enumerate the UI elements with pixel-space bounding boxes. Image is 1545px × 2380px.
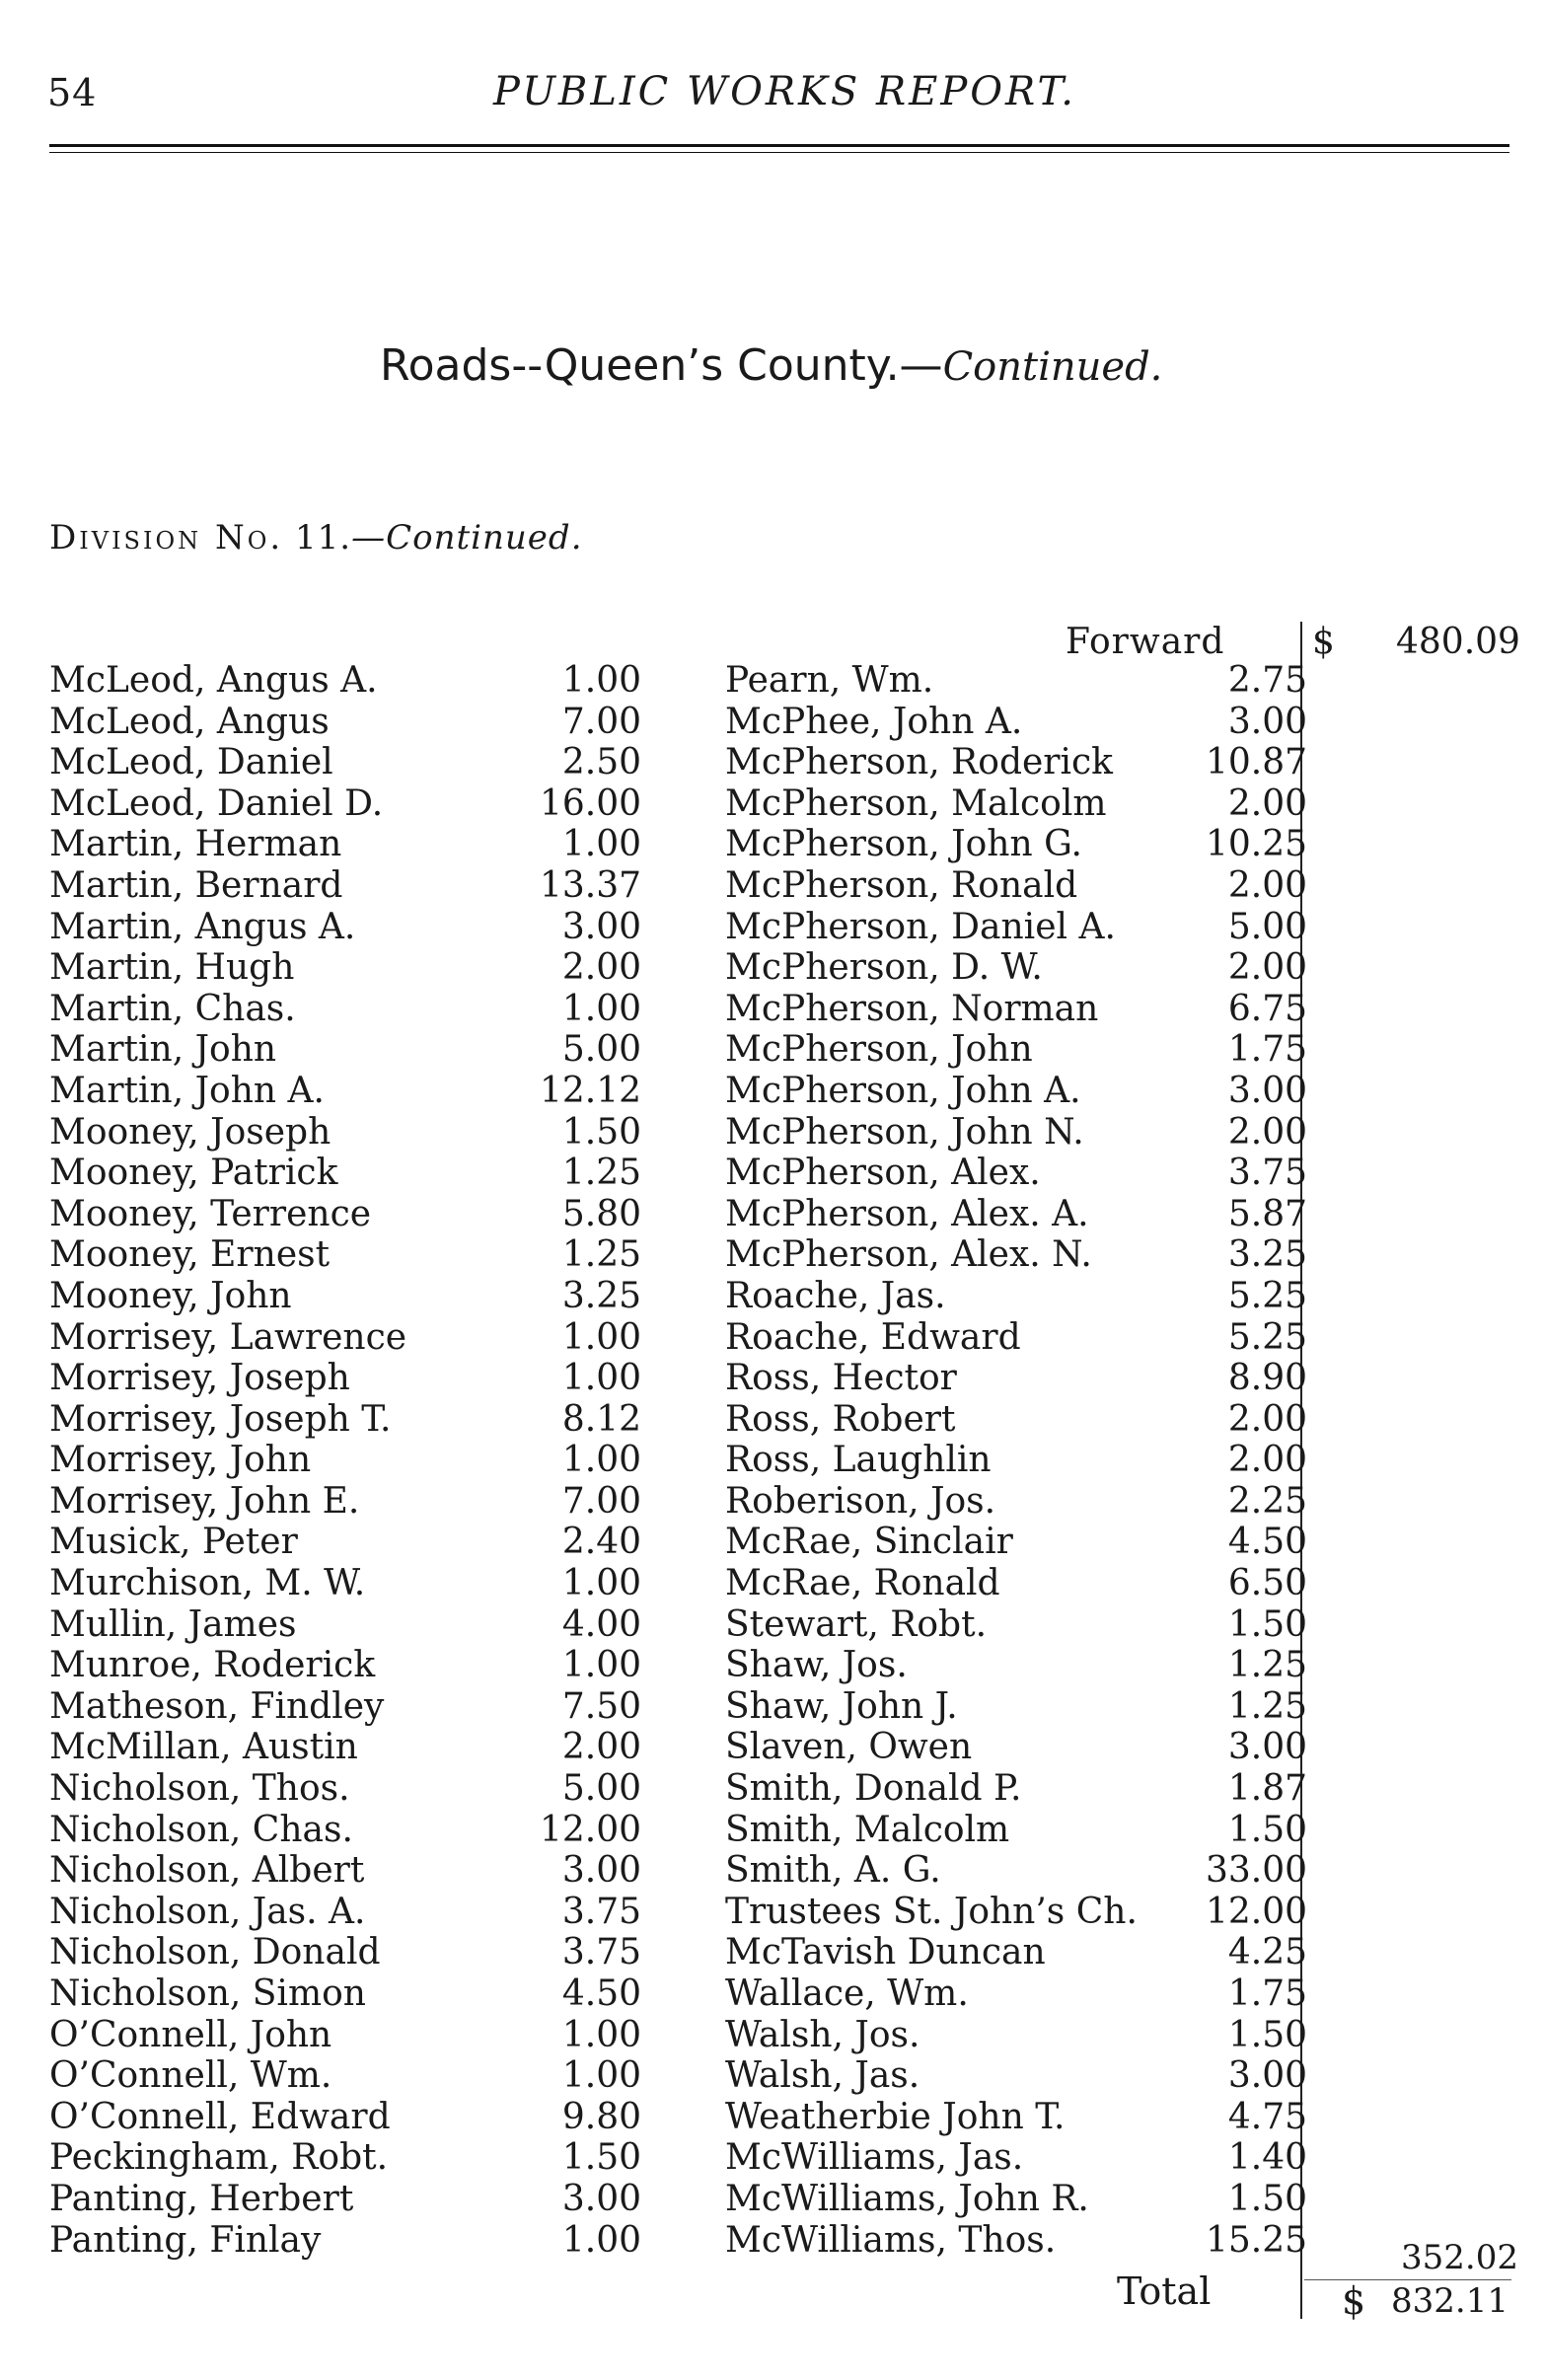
entry-name: Wallace, Wm. bbox=[725, 1973, 969, 2014]
entry-amount: 1.50 bbox=[561, 1111, 641, 1153]
forward-label: Forward bbox=[1066, 622, 1225, 662]
entry-name: McMillan, Austin bbox=[49, 1727, 358, 1768]
entry-name: McPherson, Alex. bbox=[725, 1153, 1041, 1194]
entry-row bbox=[49, 1810, 641, 1851]
entry-amount: 1.00 bbox=[561, 1316, 641, 1358]
entry-amount: 3.00 bbox=[561, 2178, 641, 2219]
entry-name: McPherson, John bbox=[725, 1029, 1033, 1071]
entry-name: Mooney, Ernest bbox=[49, 1234, 331, 1276]
entry-row bbox=[725, 2055, 1307, 2097]
entry-amount: 2.00 bbox=[561, 1727, 641, 1768]
entry-row bbox=[725, 1892, 1307, 1933]
entry-row bbox=[49, 1645, 641, 1686]
entry-row bbox=[725, 1522, 1307, 1563]
entry-row bbox=[725, 1850, 1307, 1892]
entry-row bbox=[725, 783, 1307, 825]
entry-amount: 8.12 bbox=[561, 1398, 641, 1440]
entry-name: McPherson, Malcolm bbox=[725, 782, 1107, 824]
entry-name: Nicholson, Donald bbox=[49, 1932, 381, 1973]
entry-name: Morrisey, Joseph T. bbox=[49, 1398, 392, 1440]
entry-row bbox=[725, 1973, 1307, 2015]
entry-name: McPhee, John A. bbox=[725, 701, 1023, 742]
entry-amount: 1.50 bbox=[1227, 2178, 1307, 2219]
entry-amount: 2.00 bbox=[1227, 1111, 1307, 1153]
entry-name: McRae, Ronald bbox=[725, 1563, 1000, 1604]
entry-name: Smith, Donald P. bbox=[725, 1768, 1022, 1810]
entry-row bbox=[49, 1153, 641, 1194]
entry-row bbox=[725, 824, 1307, 865]
entry-row bbox=[49, 1194, 641, 1235]
entry-name: Nicholson, Albert bbox=[49, 1850, 365, 1892]
entry-row bbox=[49, 865, 641, 907]
entry-row bbox=[49, 1563, 641, 1604]
entry-amount: 1.50 bbox=[1227, 1809, 1307, 1850]
entry-amount: 2.25 bbox=[1227, 1480, 1307, 1522]
entry-amount: 5.80 bbox=[561, 1193, 641, 1234]
entry-name: Mooney, Patrick bbox=[49, 1153, 338, 1194]
entry-name: Stewart, Robt. bbox=[725, 1603, 988, 1645]
entry-row bbox=[725, 865, 1307, 907]
entry-amount: 3.75 bbox=[1227, 1153, 1307, 1194]
entry-name: Mooney, Terrence bbox=[49, 1193, 372, 1234]
entry-amount: 1.00 bbox=[561, 2055, 641, 2097]
entry-amount: 1.75 bbox=[1227, 1973, 1307, 2014]
entry-name: McWilliams, Thos. bbox=[725, 2219, 1057, 2261]
entry-row bbox=[725, 2137, 1307, 2179]
entry-amount: 5.00 bbox=[1227, 906, 1307, 947]
entry-name: McPherson, Norman bbox=[725, 988, 1099, 1029]
entry-row bbox=[725, 1810, 1307, 1851]
division-heading bbox=[49, 518, 583, 558]
entry-name: McPherson, John N. bbox=[725, 1111, 1084, 1153]
entry-name: Martin, John bbox=[49, 1029, 277, 1071]
entry-name: McTavish Duncan bbox=[725, 1932, 1046, 1973]
entry-row bbox=[49, 907, 641, 948]
entry-row bbox=[725, 1645, 1307, 1686]
entry-name: Mullin, James bbox=[49, 1603, 297, 1645]
entry-amount: 5.87 bbox=[1227, 1193, 1307, 1234]
entry-name: Martin, John A. bbox=[49, 1070, 325, 1111]
entry-amount: 4.75 bbox=[1227, 2096, 1307, 2137]
entry-row bbox=[725, 1112, 1307, 1153]
header-rule-thick bbox=[49, 144, 1509, 147]
entry-row bbox=[49, 1932, 641, 1973]
entry-amount: 15.25 bbox=[1205, 2219, 1307, 2261]
section-title bbox=[380, 340, 1162, 391]
running-title: PUBLIC WORKS REPORT. bbox=[493, 69, 1076, 114]
entry-name: Shaw, Jos. bbox=[725, 1645, 908, 1686]
entry-name: Martin, Angus A. bbox=[49, 906, 356, 947]
entry-name: McLeod, Angus A. bbox=[49, 660, 378, 701]
entry-row bbox=[725, 1481, 1307, 1523]
entry-row bbox=[725, 947, 1307, 989]
entry-row bbox=[725, 1399, 1307, 1441]
entry-name: McPherson, Alex. A. bbox=[725, 1193, 1089, 1234]
entry-amount: 7.00 bbox=[561, 1480, 641, 1522]
entry-row bbox=[49, 1973, 641, 2015]
entry-row bbox=[49, 1276, 641, 1317]
entry-name: Murchison, M. W. bbox=[49, 1563, 366, 1604]
entry-amount: 1.00 bbox=[561, 1563, 641, 1604]
entry-name: Morrisey, John bbox=[49, 1440, 312, 1481]
entry-amount: 8.90 bbox=[1227, 1358, 1307, 1399]
entry-amount: 10.25 bbox=[1205, 824, 1307, 865]
entry-name: Nicholson, Thos. bbox=[49, 1768, 350, 1810]
entry-name: McPherson, Ronald bbox=[725, 864, 1078, 906]
entry-amount: 5.25 bbox=[1227, 1316, 1307, 1358]
entry-amount: 1.00 bbox=[561, 824, 641, 865]
entry-row bbox=[49, 2015, 641, 2056]
entry-row bbox=[725, 989, 1307, 1030]
entry-name: Mooney, John bbox=[49, 1275, 292, 1316]
entry-name: McLeod, Daniel bbox=[49, 742, 333, 783]
entry-name: Martin, Herman bbox=[49, 824, 342, 865]
entry-name: Smith, A. G. bbox=[725, 1850, 941, 1892]
entry-name: McPherson, Alex. N. bbox=[725, 1234, 1092, 1276]
entry-name: Trustees St. John’s Ch. bbox=[725, 1891, 1138, 1932]
entry-amount: 12.12 bbox=[539, 1070, 641, 1111]
entry-row bbox=[725, 1686, 1307, 1728]
entry-row bbox=[49, 1604, 641, 1646]
entry-row bbox=[49, 824, 641, 865]
entry-name: McWilliams, John R. bbox=[725, 2178, 1089, 2219]
entry-row bbox=[725, 1727, 1307, 1768]
entry-row bbox=[725, 1071, 1307, 1112]
entry-row bbox=[725, 907, 1307, 948]
entry-amount: 1.87 bbox=[1227, 1768, 1307, 1810]
entry-name: Martin, Hugh bbox=[49, 947, 295, 989]
entry-amount: 6.75 bbox=[1227, 988, 1307, 1029]
forward-dollar-sign: $ bbox=[1312, 622, 1335, 662]
entry-amount: 5.25 bbox=[1227, 1275, 1307, 1316]
entry-row bbox=[49, 1029, 641, 1071]
entry-name: Ross, Laughlin bbox=[725, 1440, 992, 1481]
entry-row bbox=[725, 1768, 1307, 1810]
entry-name: O’Connell, Edward bbox=[49, 2096, 391, 2137]
entry-row bbox=[49, 1112, 641, 1153]
entry-name: Weatherbie John T. bbox=[725, 2096, 1066, 2137]
entry-name: Panting, Finlay bbox=[49, 2219, 322, 2261]
entry-row bbox=[49, 702, 641, 743]
entry-name: Slaven, Owen bbox=[725, 1727, 973, 1768]
entry-amount: 2.00 bbox=[1227, 947, 1307, 989]
entry-row bbox=[49, 742, 641, 783]
entry-name: McLeod, Daniel D. bbox=[49, 782, 384, 824]
entry-amount: 1.00 bbox=[561, 1645, 641, 1686]
entry-name: Nicholson, Jas. A. bbox=[49, 1891, 366, 1932]
entry-amount: 3.00 bbox=[1227, 1727, 1307, 1768]
entry-amount: 3.00 bbox=[1227, 701, 1307, 742]
entry-name: Morrisey, Lawrence bbox=[49, 1316, 407, 1358]
entry-row bbox=[49, 947, 641, 989]
entry-row bbox=[725, 1317, 1307, 1359]
entry-amount: 1.00 bbox=[561, 1358, 641, 1399]
entry-name: McPherson, John A. bbox=[725, 1070, 1081, 1111]
entry-row bbox=[49, 989, 641, 1030]
entry-amount: 3.25 bbox=[561, 1275, 641, 1316]
entry-amount: 5.00 bbox=[561, 1029, 641, 1071]
division-number: 11. bbox=[295, 518, 352, 558]
entry-row bbox=[49, 1399, 641, 1441]
entry-amount: 3.00 bbox=[561, 906, 641, 947]
entry-name: O’Connell, John bbox=[49, 2014, 332, 2055]
entry-row bbox=[725, 1932, 1307, 1973]
entry-row bbox=[49, 1071, 641, 1112]
entry-amount: 2.00 bbox=[1227, 864, 1307, 906]
entry-row bbox=[725, 702, 1307, 743]
entry-name: Pearn, Wm. bbox=[725, 660, 934, 701]
entry-row bbox=[49, 2220, 641, 2262]
forward-amount: 480.09 bbox=[1396, 622, 1520, 662]
entry-row bbox=[725, 1029, 1307, 1071]
entry-name: McLeod, Angus bbox=[49, 701, 330, 742]
entry-row bbox=[725, 1440, 1307, 1481]
division-continued: —Continued. bbox=[351, 518, 583, 558]
entry-amount: 3.75 bbox=[561, 1932, 641, 1973]
entry-row bbox=[49, 1481, 641, 1523]
total-rule bbox=[1304, 2279, 1511, 2280]
entry-row bbox=[49, 783, 641, 825]
entry-name: Morrisey, Joseph bbox=[49, 1358, 350, 1399]
entry-amount: 13.37 bbox=[539, 864, 641, 906]
entry-amount: 2.40 bbox=[561, 1522, 641, 1563]
entry-amount: 2.75 bbox=[1227, 660, 1307, 701]
entry-name: McRae, Sinclair bbox=[725, 1522, 1013, 1563]
entry-amount: 3.00 bbox=[561, 1850, 641, 1892]
entry-row bbox=[49, 2097, 641, 2138]
entry-amount: 1.00 bbox=[561, 2219, 641, 2261]
entry-amount: 2.00 bbox=[1227, 1440, 1307, 1481]
entry-amount: 16.00 bbox=[539, 782, 641, 824]
entry-amount: 1.40 bbox=[1227, 2137, 1307, 2179]
entry-name: Roberison, Jos. bbox=[725, 1480, 996, 1522]
entry-amount: 1.00 bbox=[561, 2014, 641, 2055]
header-rule-thin bbox=[49, 152, 1509, 153]
entry-amount: 1.00 bbox=[561, 1440, 641, 1481]
entry-row bbox=[725, 1563, 1307, 1604]
entry-amount: 1.00 bbox=[561, 988, 641, 1029]
entry-amount: 1.75 bbox=[1227, 1029, 1307, 1071]
entry-name: Nicholson, Simon bbox=[49, 1973, 366, 2014]
section-title-text: Roads--Queen’s County.— bbox=[380, 340, 943, 391]
subtotal-amount: 352.02 bbox=[1401, 2238, 1518, 2277]
entry-row bbox=[49, 1686, 641, 1728]
entry-amount: 2.00 bbox=[1227, 1398, 1307, 1440]
entry-row bbox=[725, 2097, 1307, 2138]
entry-name: Munroe, Roderick bbox=[49, 1645, 376, 1686]
entry-row bbox=[49, 1234, 641, 1276]
entry-name: McPherson, Roderick bbox=[725, 742, 1113, 783]
entry-name: Martin, Chas. bbox=[49, 988, 296, 1029]
entry-row bbox=[49, 2179, 641, 2220]
entry-name: McPherson, John G. bbox=[725, 824, 1083, 865]
entry-amount: 1.25 bbox=[1227, 1685, 1307, 1727]
entry-row bbox=[725, 1358, 1307, 1399]
entry-amount: 12.00 bbox=[539, 1809, 641, 1850]
entry-name: Ross, Hector bbox=[725, 1358, 957, 1399]
entry-name: Roache, Jas. bbox=[725, 1275, 946, 1316]
page-number: 54 bbox=[47, 71, 98, 114]
entry-amount: 2.50 bbox=[561, 742, 641, 783]
entry-row bbox=[49, 1440, 641, 1481]
entry-amount: 7.00 bbox=[561, 701, 641, 742]
entry-name: Ross, Robert bbox=[725, 1398, 956, 1440]
right-entry-list bbox=[725, 660, 1307, 2261]
entry-row bbox=[725, 2179, 1307, 2220]
entry-amount: 1.25 bbox=[561, 1234, 641, 1276]
entry-name: McPherson, Daniel A. bbox=[725, 906, 1116, 947]
entry-amount: 4.25 bbox=[1227, 1932, 1307, 1973]
entry-amount: 4.50 bbox=[561, 1973, 641, 2014]
entry-row bbox=[725, 1234, 1307, 1276]
entry-amount: 3.00 bbox=[1227, 1070, 1307, 1111]
entry-amount: 5.00 bbox=[561, 1768, 641, 1810]
entry-row bbox=[49, 1317, 641, 1359]
entry-name: Peckingham, Robt. bbox=[49, 2137, 389, 2179]
entry-name: Matheson, Findley bbox=[49, 1685, 385, 1727]
entry-row bbox=[725, 2220, 1307, 2262]
entry-amount: 1.50 bbox=[1227, 2014, 1307, 2055]
entry-amount: 12.00 bbox=[1205, 1891, 1307, 1932]
entry-row bbox=[725, 1194, 1307, 1235]
entry-amount: 10.87 bbox=[1205, 742, 1307, 783]
entry-row bbox=[725, 1604, 1307, 1646]
entry-amount: 1.25 bbox=[561, 1153, 641, 1194]
entry-amount: 3.75 bbox=[561, 1891, 641, 1932]
left-entry-list bbox=[49, 660, 641, 2261]
entry-name: Shaw, John J. bbox=[725, 1685, 958, 1727]
entry-name: Panting, Herbert bbox=[49, 2178, 354, 2219]
entry-name: McPherson, D. W. bbox=[725, 947, 1043, 989]
entry-amount: 1.00 bbox=[561, 660, 641, 701]
entry-amount: 4.50 bbox=[1227, 1522, 1307, 1563]
entry-row bbox=[49, 2137, 641, 2179]
entry-amount: 3.25 bbox=[1227, 1234, 1307, 1276]
entry-name: O’Connell, Wm. bbox=[49, 2055, 332, 2097]
entry-row bbox=[49, 1358, 641, 1399]
entry-amount: 6.50 bbox=[1227, 1563, 1307, 1604]
entry-name: McWilliams, Jas. bbox=[725, 2137, 1024, 2179]
total-label: Total bbox=[1117, 2269, 1212, 2313]
entry-amount: 1.50 bbox=[561, 2137, 641, 2179]
entry-row bbox=[725, 1276, 1307, 1317]
entry-row bbox=[49, 1727, 641, 1768]
entry-row bbox=[49, 660, 641, 702]
entry-name: Walsh, Jas. bbox=[725, 2055, 920, 2097]
entry-amount: 33.00 bbox=[1205, 1850, 1307, 1892]
division-label: Division No. bbox=[49, 518, 284, 558]
entry-amount: 3.00 bbox=[1227, 2055, 1307, 2097]
entry-name: Morrisey, John E. bbox=[49, 1480, 360, 1522]
entry-row bbox=[49, 1850, 641, 1892]
entry-name: Musick, Peter bbox=[49, 1522, 298, 1563]
entry-row bbox=[49, 1768, 641, 1810]
entry-amount: 1.50 bbox=[1227, 1603, 1307, 1645]
total-dollar-sign: $ bbox=[1342, 2279, 1366, 2323]
entry-amount: 7.50 bbox=[561, 1685, 641, 1727]
entry-row bbox=[49, 2055, 641, 2097]
entry-row bbox=[49, 1522, 641, 1563]
entry-row bbox=[725, 660, 1307, 702]
entry-name: Mooney, Joseph bbox=[49, 1111, 331, 1153]
entry-row bbox=[49, 1892, 641, 1933]
entry-name: Walsh, Jos. bbox=[725, 2014, 920, 2055]
entry-amount: 4.00 bbox=[561, 1603, 641, 1645]
entry-row bbox=[725, 742, 1307, 783]
entry-amount: 9.80 bbox=[561, 2096, 641, 2137]
entry-name: Roache, Edward bbox=[725, 1316, 1021, 1358]
entry-amount: 2.00 bbox=[1227, 782, 1307, 824]
entry-name: Smith, Malcolm bbox=[725, 1809, 1010, 1850]
entry-row bbox=[725, 2015, 1307, 2056]
entry-amount: 1.25 bbox=[1227, 1645, 1307, 1686]
entry-amount: 2.00 bbox=[561, 947, 641, 989]
entry-name: Nicholson, Chas. bbox=[49, 1809, 353, 1850]
total-amount: 832.11 bbox=[1391, 2281, 1508, 2321]
section-title-continued: Continued. bbox=[942, 344, 1163, 390]
entry-row bbox=[725, 1153, 1307, 1194]
entry-name: Martin, Bernard bbox=[49, 864, 343, 906]
